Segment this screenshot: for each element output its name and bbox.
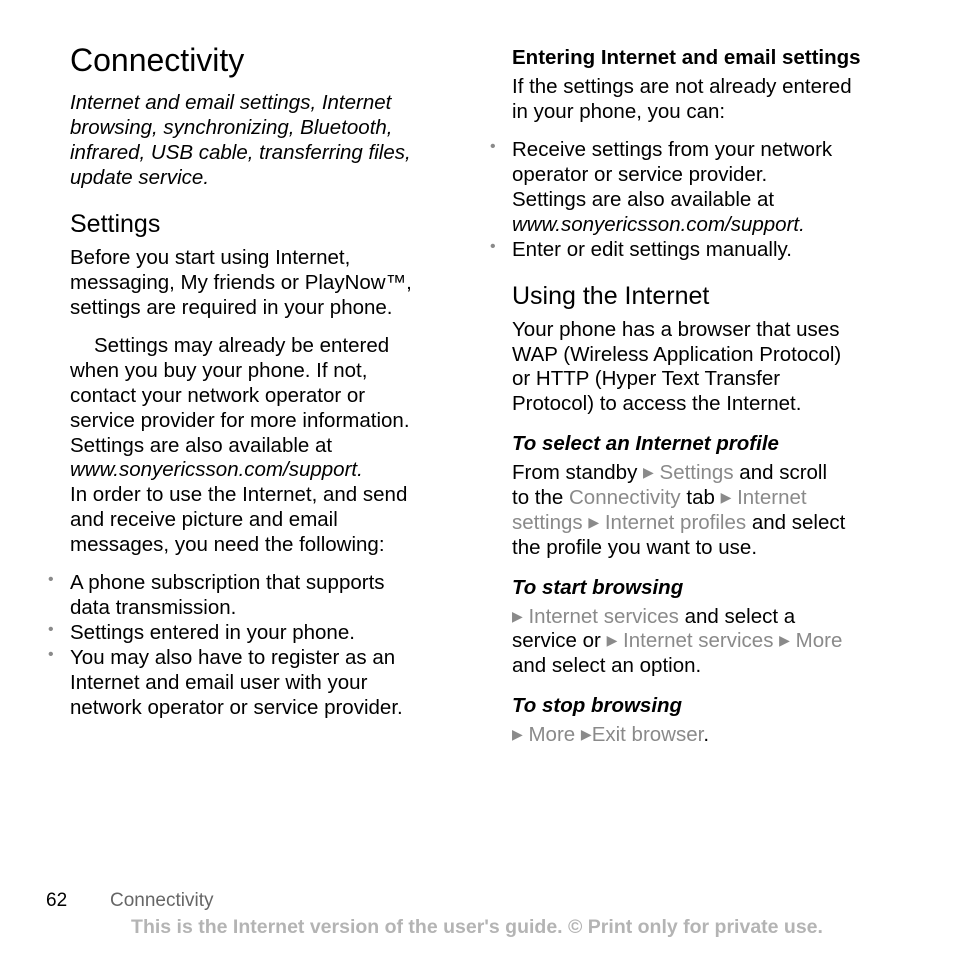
arrow-right-icon: ▶ (606, 632, 618, 648)
paragraph-line: Before you start using Internet, (70, 246, 351, 269)
arrow-right-icon: ▶ (643, 464, 654, 480)
list-item-line: Settings entered in your phone. (70, 621, 355, 644)
instruction-text: From standby (512, 461, 638, 484)
paragraph-line: If the settings are not already entered (512, 75, 852, 98)
paragraph-line: Settings are also available at (70, 434, 333, 457)
footer-copyright-note: This is the Internet version of the user's guide. © Print only for private use. (131, 916, 823, 938)
paragraph-line: or HTTP (Hyper Text Transfer (512, 367, 781, 390)
paragraph-line: settings are required in your phone. (70, 296, 393, 319)
instruction-text: and scroll (739, 461, 828, 484)
list-item (490, 137, 833, 237)
intro-line: update service. (70, 166, 210, 189)
instruction-line: and select an option. (512, 654, 702, 677)
instruction-text: tab (686, 486, 715, 509)
paragraph-line: in your phone, you can: (512, 100, 726, 123)
menu-item-more: More (795, 629, 843, 652)
instruction-text: service or (512, 629, 601, 652)
intro-line: infrared, USB cable, transferring files, (70, 141, 411, 164)
list-item-line: Settings are also available at (512, 188, 775, 211)
menu-item-internet-services: Internet services (623, 629, 774, 652)
list-item (490, 237, 792, 262)
list-item-line: A phone subscription that supports (70, 571, 385, 594)
menu-item-settings: Settings (659, 461, 734, 484)
start-browsing-heading: To start browsing (512, 576, 684, 599)
instruction-text: . (703, 723, 710, 746)
support-url: www.sonyericsson.com/support. (512, 213, 805, 236)
instruction-line (512, 485, 807, 510)
support-url: www.sonyericsson.com/support. (70, 458, 363, 481)
instruction-line (512, 460, 827, 485)
instruction-line (512, 628, 842, 653)
list-item-line: network operator or service provider. (70, 696, 403, 719)
list-item-line: You may also have to register as an (70, 646, 396, 669)
menu-item-internet-settings: settings (512, 511, 583, 534)
select-profile-heading: To select an Internet profile (512, 432, 779, 455)
page-title: Connectivity (70, 42, 245, 78)
menu-item-internet-profiles: Internet profiles (604, 511, 747, 534)
list-item (48, 645, 403, 720)
paragraph-line: when you buy your phone. If not, (70, 359, 368, 382)
settings-heading: Settings (70, 210, 161, 238)
list-item-line: Enter or edit settings manually. (512, 238, 792, 261)
bullet-icon: • (490, 238, 496, 255)
arrow-right-icon: ▶ (512, 608, 523, 624)
arrow-right-icon: ▶ (512, 726, 523, 742)
intro-line: browsing, synchronizing, Bluetooth, (70, 116, 393, 139)
menu-item-internet-settings: Internet (737, 486, 807, 509)
arrow-right-icon: ▶ (580, 726, 592, 742)
arrow-right-icon: ▶ (588, 514, 600, 530)
paragraph-line: Your phone has a browser that uses (512, 318, 840, 341)
paragraph-line: contact your network operator or (70, 384, 366, 407)
arrow-right-icon: ▶ (720, 489, 732, 505)
paragraph-line: WAP (Wireless Application Protocol) (512, 343, 842, 366)
arrow-right-icon: ▶ (779, 632, 790, 648)
instruction-line (512, 722, 709, 747)
paragraph-line: and receive picture and email (70, 508, 338, 531)
instruction-line: the profile you want to use. (512, 536, 758, 559)
entering-settings-heading: Entering Internet and email settings (512, 46, 861, 69)
intro-line: Internet and email settings, Internet (70, 91, 392, 114)
instruction-text: and select a (684, 605, 796, 628)
list-item-line: data transmission. (70, 596, 237, 619)
menu-item-internet-services: Internet services (528, 605, 679, 628)
list-item-line: Internet and email user with your (70, 671, 368, 694)
paragraph-line: service provider for more information. (70, 409, 410, 432)
paragraph-line: In order to use the Internet, and send (70, 483, 408, 506)
bullet-icon: • (48, 621, 54, 638)
instruction-text: and select (751, 511, 846, 534)
paragraph-line: messaging, My friends or PlayNow™, (70, 271, 412, 294)
footer-section-title: Connectivity (110, 890, 214, 911)
menu-item-exit-browser: Exit browser (591, 723, 704, 746)
menu-item-more: More (528, 723, 576, 746)
instruction-line (512, 604, 795, 629)
bullet-icon: • (48, 571, 54, 588)
list-item-line: Receive settings from your network (512, 138, 833, 161)
list-item (48, 620, 355, 645)
page-number: 62 (46, 890, 68, 911)
list-item (48, 570, 385, 620)
instruction-line (512, 510, 845, 535)
paragraph-line: Settings may already be entered (94, 334, 390, 357)
instruction-text: to the (512, 486, 564, 509)
paragraph-line: messages, you need the following: (70, 533, 385, 556)
stop-browsing-heading: To stop browsing (512, 694, 683, 717)
menu-item-connectivity: Connectivity (569, 486, 681, 509)
bullet-icon: • (48, 646, 54, 663)
paragraph-line: Protocol) to access the Internet. (512, 392, 802, 415)
using-internet-heading: Using the Internet (512, 282, 710, 310)
bullet-icon: • (490, 138, 496, 155)
list-item-line: operator or service provider. (512, 163, 768, 186)
